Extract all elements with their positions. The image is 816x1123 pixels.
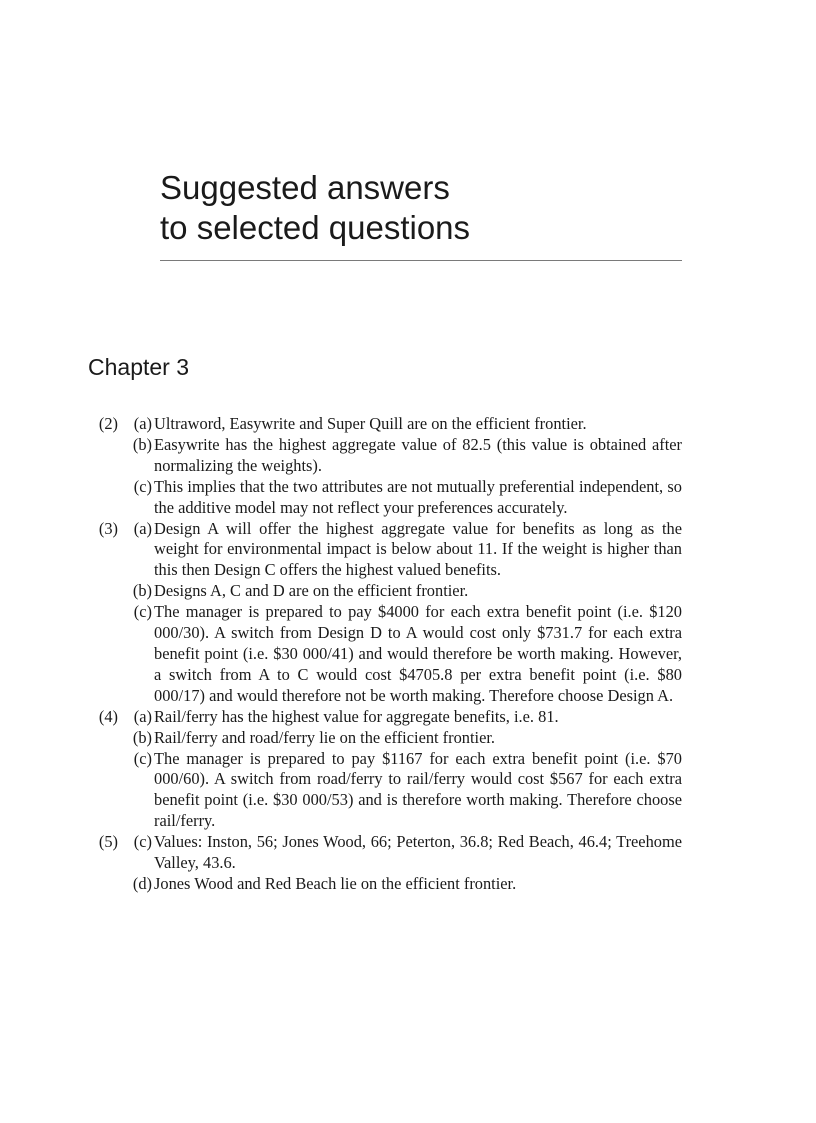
part-label: (d): [132, 873, 152, 893]
answer-text: This implies that the two attributes are not mutually preferential independent, so the additive model may not reflect your preferences accurately.: [154, 476, 682, 517]
part-label: (c): [133, 602, 152, 622]
part-label: (b): [132, 727, 152, 747]
answer-text: The manager is prepared to pay $4000 for each extra benefit point (i.e. $120 000/30). A switch from Design D to A would cost only $731.7 for each extra benefit point (i.e. $30 000/41) and would therefore be worth making. However, a switch from A to C would cost $4705.8 per extra benefit point (i.e. $80 000/17) and would therefore not be worth making. Therefore choose Design A.: [154, 602, 682, 705]
question-number: (4): [98, 706, 118, 726]
answer-item: [88, 435, 682, 477]
title-divider: [160, 260, 682, 261]
answer-text: Easywrite has the highest aggregate value of 82.5 (this value is obtained after normalizing the weights).: [154, 434, 682, 475]
chapter-heading: Chapter 3: [88, 354, 190, 380]
answer-item: [88, 707, 682, 728]
answer-item: [88, 519, 682, 582]
answer-text: Jones Wood and Red Beach lie on the efficient frontier.: [154, 873, 517, 893]
page-title-line-1: Suggested answers: [160, 169, 450, 206]
answer-text: Design A will offer the highest aggregate value for benefits as long as the weight for environmental impact is below about 11. If the weight is higher than this then Design C offers the highest valued benefits.: [154, 518, 682, 580]
page-title-line-2: to selected questions: [160, 209, 471, 246]
part-label: (b): [132, 434, 152, 454]
answer-item: [88, 477, 682, 519]
answer-item: [88, 602, 682, 707]
part-label: (c): [133, 832, 152, 852]
answer-item: [88, 832, 682, 874]
answer-text: Designs A, C and D are on the efficient frontier.: [154, 581, 469, 601]
part-label: (c): [133, 476, 152, 496]
page-title: [160, 168, 682, 248]
answer-text: Values: Inston, 56; Jones Wood, 66; Peterton, 36.8; Red Beach, 46.4; Treehome Valley, 43.6.: [154, 832, 682, 873]
part-label: (b): [132, 581, 152, 601]
part-label: (c): [133, 748, 152, 768]
answer-list: [88, 414, 682, 895]
answer-text: Ultraword, Easywrite and Super Quill are on the efficient frontier.: [154, 414, 587, 433]
part-label: (a): [133, 518, 152, 538]
part-label: (a): [133, 706, 152, 726]
part-label: (a): [133, 414, 152, 433]
answer-text: Rail/ferry has the highest value for aggregate benefits, i.e. 81.: [154, 706, 559, 726]
answer-item: [88, 749, 682, 833]
answer-text: Rail/ferry and road/ferry lie on the efficient frontier.: [154, 727, 496, 747]
question-number: (5): [98, 832, 118, 852]
answer-item: [88, 414, 682, 435]
answer-item: [88, 728, 682, 749]
question-number: (3): [98, 518, 118, 538]
answer-text: The manager is prepared to pay $1167 for each extra benefit point (i.e. $70 000/60). A switch from road/ferry to rail/ferry would cost $567 for each extra benefit point (i.e. $30 000/53) and is therefore worth making. Therefore choose rail/ferry.: [154, 748, 682, 831]
answer-item: [88, 874, 682, 895]
question-number: (2): [98, 414, 118, 433]
answer-item: [88, 581, 682, 602]
